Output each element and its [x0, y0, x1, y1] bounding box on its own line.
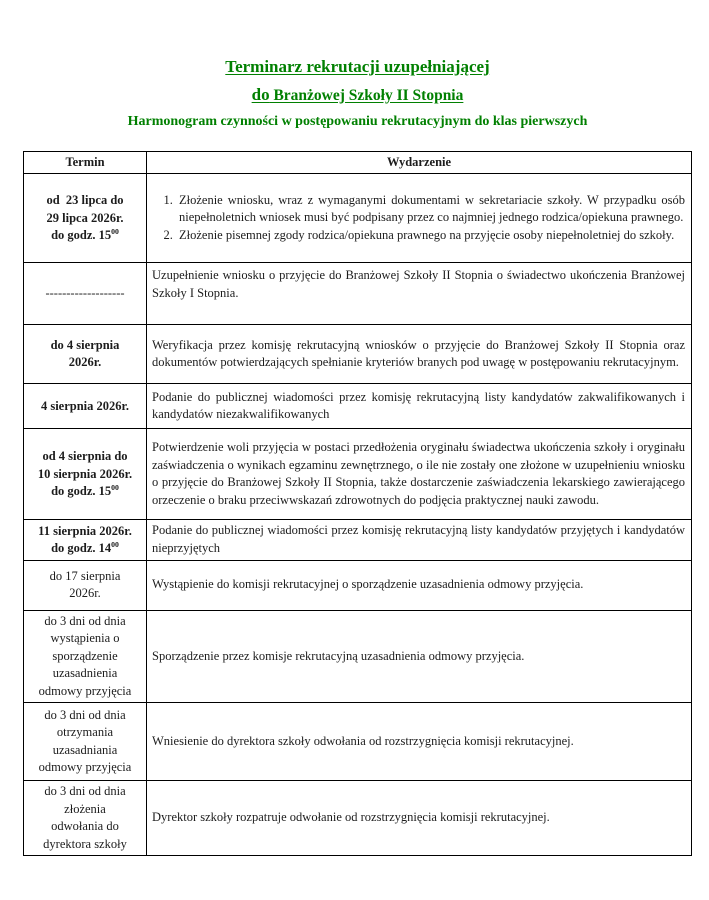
event-cell [147, 174, 692, 263]
table-row [24, 384, 692, 429]
table-row [24, 610, 692, 703]
document-subtitle: Harmonogram czynności w postępowaniu rekrutacyjnym do klas pierwszych [127, 114, 588, 130]
event-list-item: 1. Złożenie wniosku, wraz z wymaganymi dokumentami w sekretariacie szkoły. W przypadku osób niepełnoletnich wniosek musi być podpisany przez co najmniej jednego rodzica/opiekuna prawnego. [176, 192, 685, 228]
title-line2-rest: Branżowej Szkoły II Stopnia [269, 86, 464, 104]
table-row [24, 429, 692, 520]
termin-cell: do 3 dni od dnia złożenia odwołania do dyrektora szkoły [24, 781, 147, 856]
termin-cell: od 4 sierpnia do 10 sierpnia 2026r. do godz. $15^{00}$ [24, 429, 147, 520]
event-cell: Podanie do publicznej wiadomości przez komisję rekrutacyjną listy kandydatów przyjętych i kandydatów nieprzyjętych [147, 520, 692, 561]
event-cell: Uzupełnienie wniosku o przyjęcie do Branżowej Szkoły II Stopnia o świadectwo ukończenia Branżowej Szkoły I Stopnia. [147, 263, 692, 325]
column-header-wydarzenie: Wydarzenie [147, 152, 692, 174]
hour-superscript: 00 [111, 539, 119, 549]
title-block [23, 56, 692, 131]
termin-cell: ------------------- [24, 263, 147, 325]
table-row [24, 560, 692, 610]
title-line2-prefix: do [251, 84, 270, 104]
column-header-termin: Termin [24, 152, 147, 174]
header-row [24, 152, 692, 174]
event-list [152, 192, 685, 245]
hour-superscript: 00 [111, 226, 119, 236]
event-list-item: 2. Złożenie pisemnej zgody rodzica/opiekuna prawnego na przyjęcie osoby niepełnoletniej do szkoły. [176, 227, 685, 245]
table-row [24, 520, 692, 561]
event-cell: Wniesienie do dyrektora szkoły odwołania od rozstrzygnięcia komisji rekrutacyjnej. [147, 703, 692, 781]
document-title-line2 [23, 84, 692, 106]
table-row [24, 781, 692, 856]
schedule-table-header [24, 152, 692, 174]
event-cell: Potwierdzenie woli przyjęcia w postaci przedłożenia oryginału świadectwa ukończenia szkoły i oryginału zaświadczenia o wynikach egzaminu zewnętrznego, o ile nie zostały one złożone w uzupełnieniu wniosku o przyjęcie do Branżowej Szkoły II Stopnia, także dostarczenie zaświadczenia lekarskiego zawierającego orzeczenie o braku przeciwwskazań zdrowotnych do podjęcia praktycznej nauki zawodu. [147, 429, 692, 520]
table-row [24, 325, 692, 384]
termin-cell: do 17 sierpnia 2026r. [24, 560, 147, 610]
event-cell: Dyrektor szkoły rozpatruje odwołanie od rozstrzygnięcia komisji rekrutacyjnej. [147, 781, 692, 856]
event-cell: Sporządzenie przez komisje rekrutacyjną uzasadnienia odmowy przyjęcia. [147, 610, 692, 703]
event-cell: Podanie do publicznej wiadomości przez komisję rekrutacyjną listy kandydatów zakwalifikowanych i kandydatów niezakwalifikowanych [147, 384, 692, 429]
termin-cell: 4 sierpnia 2026r. [24, 384, 147, 429]
table-row [24, 703, 692, 781]
event-cell: Weryfikacja przez komisję rekrutacyjną wniosków o przyjęcie do Branżowej Szkoły II Stopnia oraz dokumentów potwierdzających spełnianie kryteriów branych pod uwagę w postępowaniu rekrutacyjnym. [147, 325, 692, 384]
schedule-table-body [24, 174, 692, 856]
hour-superscript: 00 [111, 482, 119, 492]
document-title: Terminarz rekrutacji uzupełniającej [225, 57, 490, 76]
event-cell: Wystąpienie do komisji rekrutacyjnej o sporządzenie uzasadnienia odmowy przyjęcia. [147, 560, 692, 610]
table-row [24, 263, 692, 325]
termin-cell: do 3 dni od dnia otrzymania uzasadniania odmowy przyjęcia [24, 703, 147, 781]
termin-cell: 11 sierpnia 2026r. do godz. $14^{00}$ [24, 520, 147, 561]
termin-cell: od 23 lipca do 29 lipca 2026r. do godz. $15^{00}$ [24, 174, 147, 263]
termin-cell: do 4 sierpnia 2026r. [24, 325, 147, 384]
schedule-table [23, 151, 692, 856]
table-row [24, 174, 692, 263]
termin-cell: do 3 dni od dnia wystąpienia o sporządzenie uzasadnienia odmowy przyjęcia [24, 610, 147, 703]
